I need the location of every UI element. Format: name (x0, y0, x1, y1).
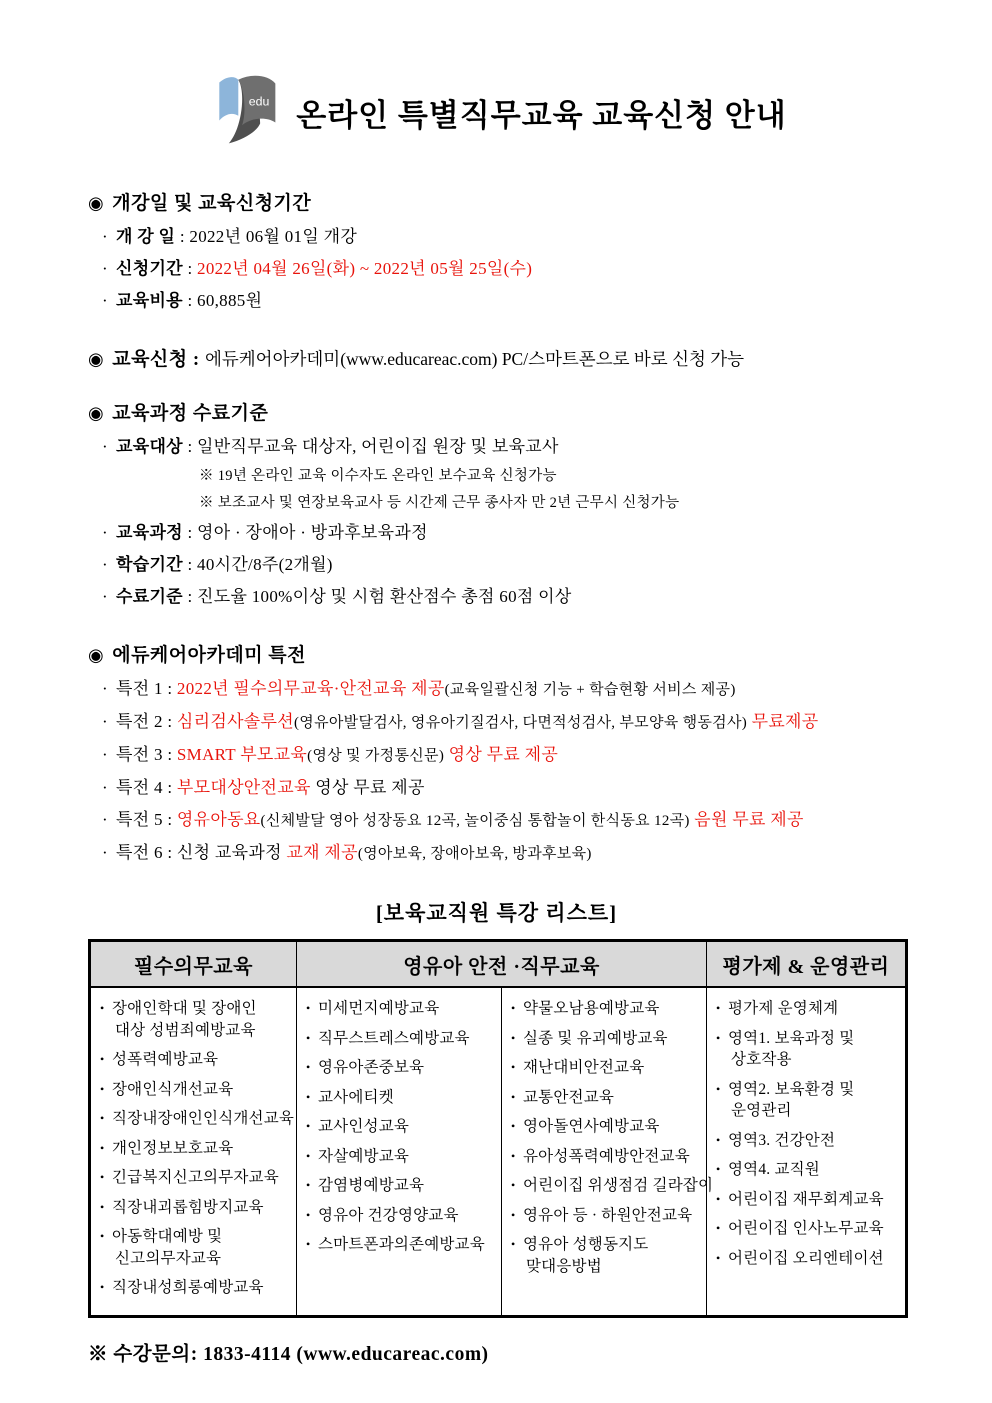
course-item-line (716, 1028, 899, 1050)
course-item (100, 1277, 290, 1299)
text-run: 영상 무료 제공 (444, 745, 559, 764)
item-bullet-icon: • (716, 1162, 721, 1176)
item-bullet-icon: • (306, 1001, 311, 1015)
course-item-text: 맞대응방법 (526, 1257, 602, 1275)
course-item (100, 1226, 290, 1269)
course-item (306, 1175, 495, 1197)
course-item-text: 장애인식개선교육 (112, 1080, 234, 1098)
apply-colon: : (187, 349, 205, 370)
item-bullet-icon: • (511, 1237, 516, 1251)
page-title: 온라인 특별직무교육 교육신청 안내 (296, 97, 787, 133)
course-item (306, 1205, 495, 1227)
course-item-line (511, 1087, 700, 1109)
course-item-continuation (100, 1020, 290, 1042)
course-item (306, 1087, 495, 1109)
text-run: 2022년 06월 01일 개강 (189, 227, 358, 246)
item-bullet-icon: • (100, 1140, 105, 1155)
course-item (100, 1079, 290, 1101)
course-item-text: 유아성폭력예방안전교육 (523, 1147, 690, 1165)
fisheye-bullet-icon: ◉ (88, 193, 105, 213)
lecture-table (88, 939, 908, 1318)
item-bullet-icon: • (511, 1089, 516, 1104)
course-item (716, 1130, 899, 1152)
section-benefits-heading (88, 640, 905, 667)
course-item (716, 1218, 899, 1240)
info-line (102, 739, 905, 772)
text-run: (영유아발달검사, 영유아기질검사, 다면적성검사, 부모양육 행동검사) (293, 715, 748, 731)
item-bullet-icon: • (306, 1119, 311, 1133)
item-label: 교육대상 (116, 437, 183, 456)
text-run: (영상 및 가정통신문) (307, 748, 445, 764)
item-label: 특전 1 (116, 679, 163, 698)
text-run: SMART 부모교육 (176, 745, 308, 764)
item-colon: : (162, 843, 177, 862)
course-item (100, 1049, 290, 1071)
text-run: 2022년 필수의무교육·안전교육 제공 (176, 679, 445, 698)
header-mandatory-education: 필수의무교육 (90, 941, 297, 988)
contact-info: ※ 수강문의: 1833-4114 (www.educareac.com) (88, 1343, 489, 1365)
course-item-line (511, 1175, 714, 1197)
course-item (511, 1057, 700, 1079)
course-item-line (716, 1189, 899, 1211)
text-run: 심리검사솔루션 (176, 712, 294, 731)
item-colon: : (162, 810, 177, 829)
course-item (716, 1189, 899, 1211)
course-item (100, 1108, 295, 1130)
section-course (88, 398, 905, 613)
text-run: 일반직무교육 대상자, 어린이집 원장 및 보육교사 (197, 437, 559, 456)
section-course-heading (88, 398, 905, 425)
edu-logo-text: edu (249, 94, 270, 109)
course-item-text: 어린이집 인사노무교육 (728, 1220, 884, 1237)
item-bullet-icon: · (102, 227, 108, 246)
course-item-line (100, 1138, 290, 1160)
info-line (102, 431, 905, 463)
item-bullet-icon: • (100, 1001, 105, 1015)
item-label: 교육과정 (116, 523, 183, 542)
item-label: 특전 3 (116, 745, 163, 764)
item-colon: : (182, 523, 198, 542)
note-line: ※ 19년 온라인 교육 이수자도 온라인 보수교육 신청가능 (199, 468, 557, 484)
item-label: 신청기간 (116, 259, 183, 278)
course-item (306, 1234, 495, 1256)
course-item (306, 1116, 495, 1138)
course-item (306, 1057, 495, 1079)
course-item-line (716, 998, 899, 1020)
course-item (511, 1028, 700, 1050)
item-bullet-icon: • (511, 1207, 516, 1222)
item-label: 교육비용 (116, 291, 183, 310)
info-line (102, 581, 905, 613)
text-run: (교육일괄신청 기능 + 학습현황 서비스 제공) (444, 682, 736, 698)
course-item (511, 998, 700, 1020)
info-line (102, 772, 905, 804)
item-bullet-icon: • (100, 1280, 105, 1294)
course-item-text: 직장내장애인인식개선교육 (112, 1110, 295, 1127)
course-item-text: 어린이집 위생점검 길라잡이 (523, 1177, 714, 1194)
item-bullet-icon: · (102, 843, 108, 862)
item-bullet-icon: • (511, 1030, 516, 1045)
item-bullet-icon: • (100, 1199, 105, 1214)
item-bullet-icon: · (102, 810, 108, 829)
item-bullet-icon: • (100, 1111, 105, 1125)
course-item-text: 평가제 운영체계 (728, 1000, 839, 1017)
item-bullet-icon: • (511, 1001, 516, 1015)
course-item-text: 교사인성교육 (318, 1118, 410, 1135)
course-item-continuation (100, 1248, 290, 1270)
text-run: 신청 교육과정 (176, 843, 287, 862)
course-item (511, 1146, 700, 1168)
item-bullet-icon: • (306, 1089, 311, 1104)
item-bullet-icon: • (100, 1081, 105, 1096)
course-item-text: 교통안전교육 (523, 1088, 615, 1106)
course-item-text: 약물오남용예방교육 (523, 1000, 660, 1017)
course-item (306, 1146, 495, 1168)
course-item-line (100, 1079, 290, 1101)
info-line (102, 221, 905, 253)
course-item (100, 1167, 290, 1189)
course-item-line (511, 1116, 700, 1138)
item-bullet-icon: • (511, 1119, 516, 1133)
course-item-line (511, 1234, 700, 1256)
course-item-text: 영아돌연사예방교육 (523, 1118, 660, 1135)
course-item-line (100, 1167, 290, 1189)
item-bullet-icon: · (102, 745, 108, 764)
item-label: 개 강 일 (116, 227, 176, 246)
item-bullet-icon: • (511, 1148, 516, 1163)
item-label: 수료기준 (116, 587, 183, 606)
item-bullet-icon: • (716, 1001, 721, 1015)
course-item (100, 1138, 290, 1160)
info-line (102, 837, 905, 870)
course-item-text: 영역3. 건강안전 (728, 1131, 836, 1149)
course-item (306, 1028, 495, 1050)
course-item-line (306, 1175, 495, 1197)
course-item-line (100, 1197, 290, 1219)
info-line (102, 804, 905, 837)
course-item-text: 직장내성희롱예방교육 (112, 1279, 264, 1296)
item-colon: : (175, 227, 190, 246)
item-bullet-icon: · (102, 437, 108, 456)
fisheye-bullet-icon: ◉ (88, 403, 105, 423)
course-item (306, 998, 495, 1020)
course-item-text: 영역2. 보육환경 및 (728, 1080, 855, 1098)
course-item-text: 개인정보보호교육 (112, 1139, 234, 1157)
text-run: (영아보육, 장애아보육, 방과후보육) (357, 846, 592, 862)
item-bullet-icon: • (306, 1148, 311, 1163)
benefit-items (102, 673, 905, 870)
course-item-line (100, 1277, 290, 1299)
course-item-line (100, 1226, 290, 1248)
item-bullet-icon: • (716, 1081, 721, 1096)
course-item-text: 상호작용 (731, 1051, 792, 1068)
course-item-text: 자살예방교육 (318, 1147, 410, 1165)
item-colon: : (162, 679, 177, 698)
course-item-text: 아동학대예방 및 (112, 1228, 223, 1245)
text-run: 영상 무료 제공 (310, 778, 425, 797)
item-bullet-icon: • (716, 1221, 721, 1235)
course-item-line (511, 998, 700, 1020)
item-colon: : (182, 555, 198, 574)
course-item-text: 감염병예방교육 (318, 1177, 425, 1194)
item-label: 특전 5 (116, 810, 163, 829)
course-item-line (306, 1205, 495, 1227)
text-run: 40시간/8주(2개월) (197, 555, 333, 574)
info-line (102, 549, 905, 581)
text-run: 부모대상안전교육 (176, 778, 311, 797)
item-bullet-icon: • (716, 1250, 721, 1265)
lecture-table-body-row (90, 987, 907, 1316)
column-evaluation (707, 987, 907, 1316)
item-bullet-icon: • (306, 1207, 311, 1222)
course-item (716, 1028, 899, 1071)
info-line (102, 285, 905, 317)
item-bullet-icon: • (306, 1060, 311, 1074)
course-item-line (511, 1205, 700, 1227)
course-item-text: 대상 성범죄예방교육 (115, 1021, 256, 1039)
column-mandatory (90, 987, 297, 1316)
course-item (716, 1079, 899, 1122)
info-line (102, 706, 905, 739)
course-item-line (716, 1130, 899, 1152)
section-apply-heading (88, 344, 905, 371)
course-item-line (100, 998, 290, 1020)
course-item-text: 영유아 건강영양교육 (318, 1206, 459, 1224)
item-bullet-icon: · (102, 679, 108, 698)
course-item-text: 영유아존중보육 (318, 1059, 425, 1076)
item-bullet-icon: • (716, 1191, 721, 1206)
edu-logo-icon (206, 70, 282, 154)
course-items (102, 431, 905, 613)
item-bullet-icon: • (511, 1178, 516, 1192)
course-item-line (306, 1028, 495, 1050)
item-colon: : (182, 437, 198, 456)
text-run: 2022년 04월 26일(화) ~ 2022년 05월 25일(수) (197, 259, 533, 278)
course-item-text: 실종 및 유괴예방교육 (523, 1029, 668, 1047)
course-item-text: 미세먼지예방교육 (318, 1000, 440, 1017)
course-item-text: 어린이집 오리엔테이션 (728, 1249, 884, 1267)
lecture-table-header-row (90, 941, 907, 988)
course-item-line (716, 1159, 899, 1181)
section-apply-title: 교육신청 (112, 349, 188, 370)
item-colon: : (182, 587, 198, 606)
text-run: 영유아동요 (176, 810, 261, 829)
course-item-line (716, 1218, 899, 1240)
course-item (716, 1159, 899, 1181)
item-bullet-icon: • (306, 1178, 311, 1192)
item-bullet-icon: · (102, 259, 108, 278)
text-run: 영아 · 장애아 · 방과후보육과정 (197, 523, 428, 542)
column-safety-a (297, 987, 502, 1316)
text-run: 음원 무료 제공 (689, 810, 804, 829)
course-item-text: 재난대비안전교육 (523, 1059, 645, 1076)
course-item (100, 1197, 290, 1219)
column-safety-b (502, 987, 714, 1316)
course-item (511, 1116, 700, 1138)
course-item-line (716, 1248, 899, 1270)
course-item-text: 성폭력예방교육 (112, 1051, 219, 1068)
section-schedule-title: 개강일 및 교육신청기간 (112, 193, 312, 214)
course-item-line (306, 1116, 495, 1138)
course-item (511, 1175, 714, 1197)
text-run: (신체발달 영아 성장동요 12곡, 놀이중심 통합놀이 한식동요 12곡) (260, 813, 690, 829)
note-line: ※ 보조교사 및 연장보육교사 등 시간제 근무 종사자 만 2년 근무시 신청가능 (199, 495, 680, 511)
item-bullet-icon: • (306, 1030, 311, 1045)
course-item-text: 영역4. 교직원 (728, 1161, 820, 1178)
header-evaluation-management: 평가제 & 운영관리 (707, 941, 907, 988)
text-run: 60,885원 (197, 291, 263, 310)
section-course-title: 교육과정 수료기준 (112, 403, 269, 424)
item-label: 특전 6 (116, 843, 163, 862)
section-apply (88, 344, 905, 371)
text-run: 진도율 100%이상 및 시험 환산점수 총점 60점 이상 (197, 587, 572, 606)
text-run: 무료제공 (747, 712, 819, 731)
header-safety-duty-education: 영유아 안전 ·직무교육 (297, 941, 707, 988)
course-item-line (511, 1028, 700, 1050)
item-bullet-icon: · (102, 587, 108, 606)
item-bullet-icon: • (306, 1237, 311, 1251)
course-item-text: 직무스트레스예방교육 (318, 1029, 470, 1047)
document-header (88, 70, 905, 154)
course-item (511, 1234, 700, 1277)
item-bullet-icon: • (100, 1229, 105, 1243)
item-bullet-icon: • (100, 1170, 105, 1184)
section-benefits (88, 640, 905, 870)
course-item-text: 신고의무자교육 (115, 1249, 222, 1267)
text-run: 교재 제공 (286, 843, 358, 862)
item-bullet-icon: · (102, 523, 108, 542)
item-bullet-icon: • (716, 1030, 721, 1045)
course-item-line (716, 1079, 899, 1101)
course-item-text: 영역1. 보육과정 및 (728, 1029, 855, 1047)
item-label: 특전 2 (116, 712, 163, 731)
course-item-text: 장애인학대 및 장애인 (112, 1000, 257, 1017)
course-item-text: 교사에티켓 (318, 1088, 394, 1106)
item-label: 학습기간 (116, 555, 183, 574)
section-schedule (88, 188, 905, 317)
course-item-text: 직장내괴롭힘방지교육 (112, 1198, 264, 1216)
fisheye-bullet-icon: ◉ (88, 349, 105, 369)
course-item-line (511, 1057, 700, 1079)
section-schedule-heading (88, 188, 905, 215)
course-item-line (306, 1087, 495, 1109)
item-colon: : (182, 259, 198, 278)
schedule-items (102, 221, 905, 317)
course-item-text: 영유아 등 · 하원안전교육 (523, 1206, 693, 1224)
course-item-line (306, 1146, 495, 1168)
item-colon: : (162, 745, 177, 764)
item-label: 특전 4 (116, 778, 163, 797)
course-item-line (306, 1057, 495, 1079)
apply-text: 에듀케어아카데미(www.educareac.com) PC/스마트폰으로 바로 신청 가능 (204, 349, 745, 369)
info-line (102, 517, 905, 549)
item-bullet-icon: · (102, 712, 108, 731)
info-line (102, 673, 905, 706)
course-item-line (511, 1146, 700, 1168)
course-item (511, 1087, 700, 1109)
item-bullet-icon: • (511, 1060, 516, 1074)
item-bullet-icon: • (100, 1052, 105, 1066)
item-colon: : (182, 291, 198, 310)
section-benefits-title: 에듀케어아카데미 특전 (112, 645, 307, 666)
course-item-line (100, 1049, 290, 1071)
course-item (511, 1205, 700, 1227)
course-item-text: 스마트폰과의존예방교육 (318, 1236, 485, 1253)
course-item-text: 긴급복지신고의무자교육 (112, 1169, 279, 1186)
info-line (102, 253, 905, 285)
item-bullet-icon: · (102, 555, 108, 574)
course-item (716, 998, 899, 1020)
course-item-text: 운영관리 (731, 1102, 792, 1119)
course-item-continuation (716, 1100, 899, 1122)
course-item (100, 998, 290, 1041)
item-colon: : (162, 778, 177, 797)
course-item (716, 1248, 899, 1270)
course-item-line (306, 1234, 495, 1256)
course-item-continuation (511, 1256, 700, 1278)
course-item-line (100, 1108, 295, 1130)
course-item-line (306, 998, 495, 1020)
item-bullet-icon: • (716, 1132, 721, 1147)
course-item-continuation (716, 1049, 899, 1071)
course-item-text: 영유아 성행동지도 (523, 1236, 649, 1253)
item-bullet-icon: · (102, 291, 108, 310)
item-colon: : (162, 712, 177, 731)
item-bullet-icon: · (102, 778, 108, 797)
table-title: [보육교직원 특강 리스트] (375, 901, 618, 925)
fisheye-bullet-icon: ◉ (88, 645, 105, 665)
course-item-text: 어린이집 재무회계교육 (728, 1190, 884, 1208)
